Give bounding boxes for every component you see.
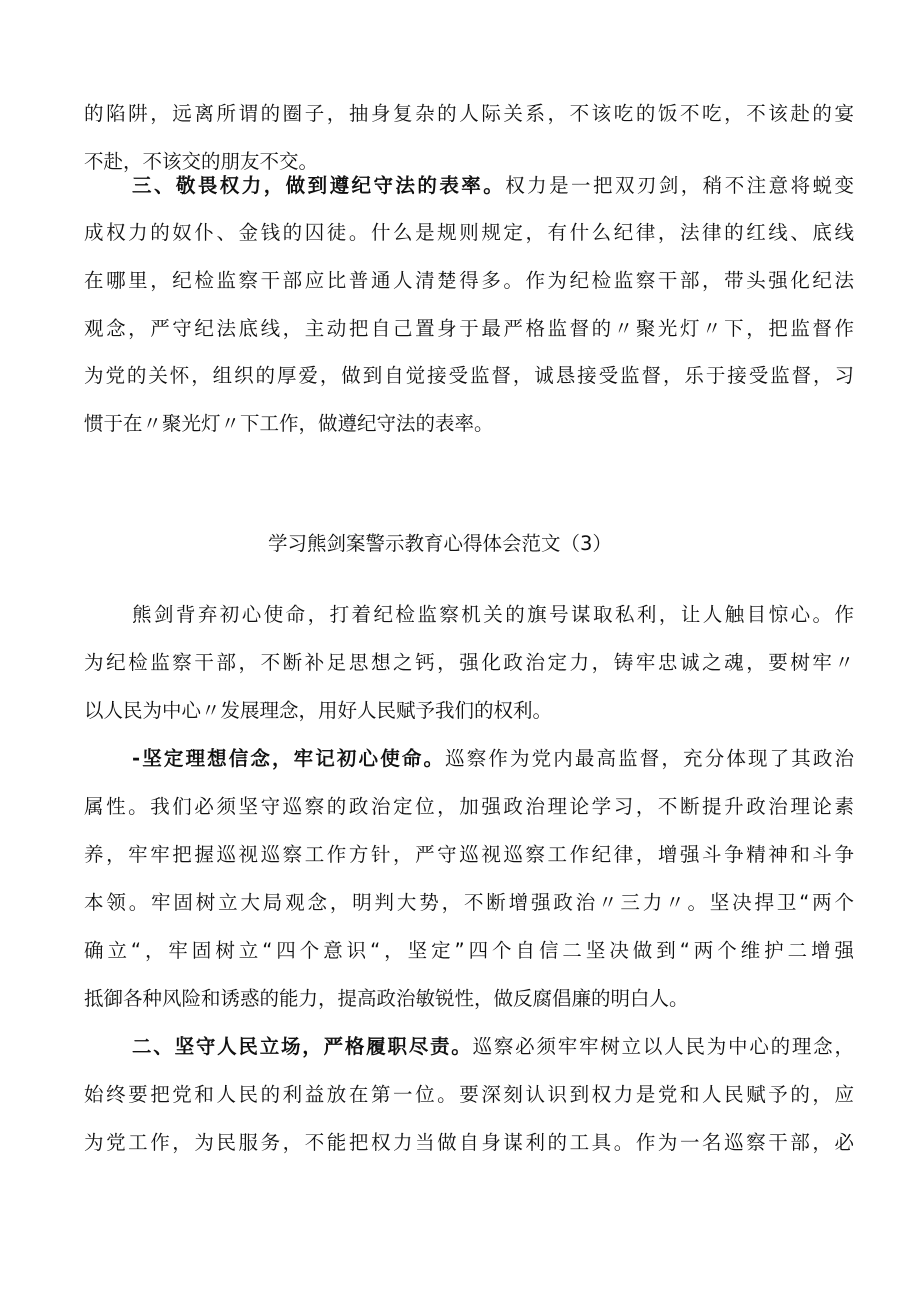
intro-line: 为纪检监察干部，不断补足思想之钙，强化政治定力，铸牢忠诚之魂，要树牢〃	[84, 651, 854, 674]
point-one-text: 巡察作为党内最高监督，充分体现了其政治	[445, 747, 854, 770]
paragraph-line: 为党的关怀，组织的厚爱，做到自觉接受监督，诚恳接受监督，乐于接受监督，习	[84, 364, 854, 387]
paragraph-line: 不赴，不该交的朋友不交。	[84, 150, 319, 173]
paragraph-line: 养，牢牢把握巡视巡察工作方针，严守巡视巡察工作纪律，增强斗争精神和斗争	[84, 843, 854, 866]
section-three-text: 权力是一把双刃剑，稍不注意将蜕变	[505, 174, 854, 197]
point-two-heading: 二、坚守人民立场，严格履职尽责。	[132, 1035, 473, 1058]
intro-line: 以人民为中心〃发展理念，用好人民赋予我们的权利。	[84, 699, 553, 722]
paragraph-line: 成权力的奴仆、金钱的囚徒。什么是规则规定，有什么纪律，法律的红线、底线	[84, 221, 854, 244]
point-two-first-line	[132, 1033, 854, 1061]
paragraph-line: 属性。我们必须坚守巡察的政治定位，加强政治理论学习，不断提升政治理论素	[84, 795, 854, 818]
paragraph-line: 本领。牢固树立大局观念，明判大势，不断增强政治〃三力〃。坚决捍卫“两个	[84, 891, 854, 914]
point-one-first-line	[132, 745, 854, 773]
paragraph-line: 确立“，牢固树立“四个意识“，坚定”四个自信二坚决做到“两个维护二增强	[84, 939, 854, 962]
section-three-heading: 三、敬畏权力，做到遵纪守法的表率。	[132, 174, 506, 197]
article-title: 学习熊剑案警示教育心得体会范文（3）	[268, 532, 612, 555]
paragraph-line: 为党工作，为民服务，不能把权力当做自身谋利的工具。作为一名巡察干部，必	[84, 1131, 854, 1154]
paragraph-line: 惯于在〃聚光灯〃下工作，做遵纪守法的表率。	[84, 412, 494, 435]
point-one-heading: -坚定理想信念，牢记初心使命。	[132, 747, 446, 770]
point-two-text: 巡察必须牢牢树立以人民为中心的理念，	[472, 1035, 854, 1058]
paragraph-line: 始终要把党和人民的利益放在第一位。要深刻认识到权力是党和人民赋予的，应	[84, 1083, 854, 1106]
section-three-first-line	[132, 172, 854, 200]
paragraph-line: 观念，严守纪法底线，主动把自己置身于最严格监督的〃聚光灯〃下，把监督作	[84, 317, 854, 340]
intro-line: 熊剑背弃初心使命，打着纪检监察机关的旗号谋取私利，让人触目惊心。作	[132, 603, 854, 626]
paragraph-line: 抵御各种风险和诱惑的能力，提高政治敏锐性，做反腐倡廉的明白人。	[84, 987, 689, 1010]
paragraph-line: 在哪里，纪检监察干部应比普通人清楚得多。作为纪检监察干部，带头强化纪法	[84, 269, 854, 292]
paragraph-line: 的陷阱，远离所谓的圈子，抽身复杂的人际关系，不该吃的饭不吃，不该赴的宴	[84, 102, 854, 125]
